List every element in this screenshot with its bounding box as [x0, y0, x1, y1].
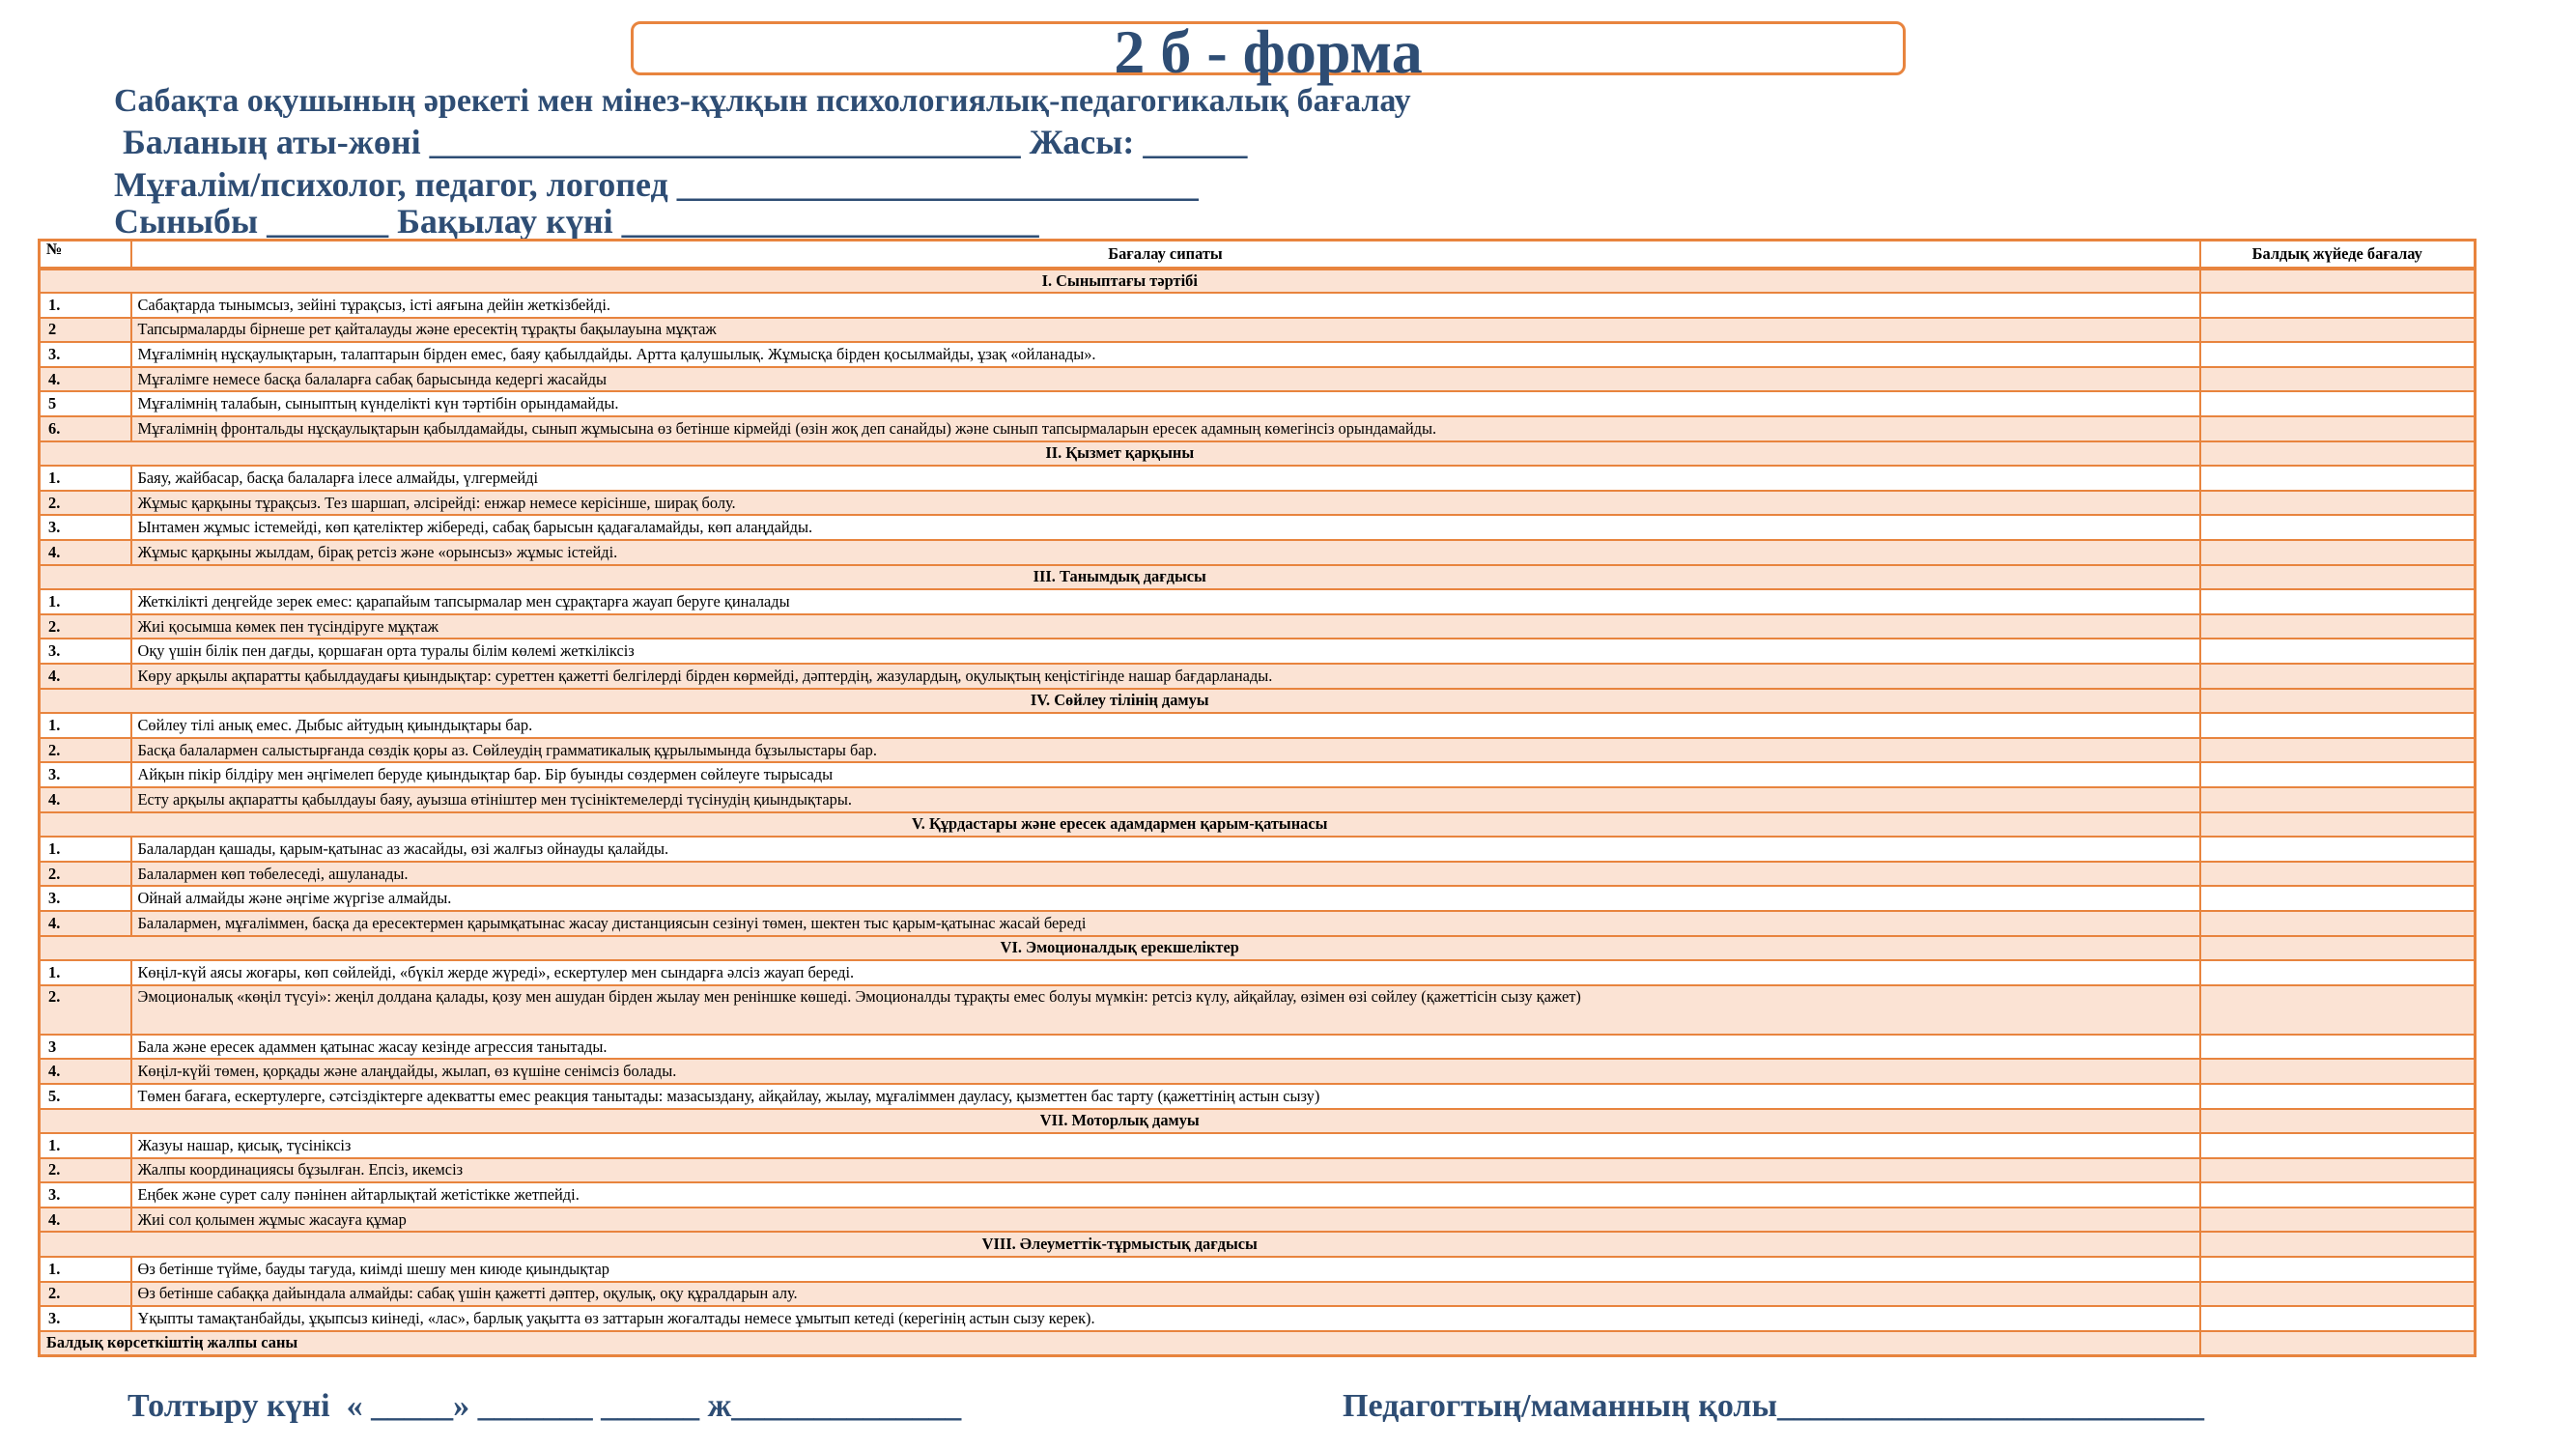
- column-header-score: Балдық жүйеде бағалау: [2200, 241, 2476, 269]
- score-cell[interactable]: [2200, 713, 2476, 738]
- item-number: 2.: [40, 491, 131, 516]
- item-number: 6.: [40, 416, 131, 441]
- item-number: 4.: [40, 540, 131, 565]
- item-description: Өз бетінше түйме, бауды тағуда, киімді шешу мен киюде қиындықтар: [131, 1257, 2200, 1282]
- item-description: Мұғалімге немесе басқа балаларға сабақ барысында кедергі жасайды: [131, 367, 2200, 392]
- item-number: 2: [40, 318, 131, 343]
- table-row: [40, 886, 2476, 911]
- item-number: 2.: [40, 985, 131, 1035]
- table-header-row: [40, 241, 2476, 269]
- item-description: Эмоционалық «көңіл түсуі»: жеңіл долдана қалады, қозу мен ашудан бірден жылау мен реніншке көшеді. Эмоционалды тұрақты емес болуы мүмкін: ретсіз күлу, айқайлау, өзімен өзі сөйлеу (қажеттісін сызу қажет): [131, 985, 2200, 1035]
- table-row: [40, 318, 2476, 343]
- score-cell[interactable]: [2200, 515, 2476, 540]
- item-number: 3.: [40, 515, 131, 540]
- table-row: [40, 416, 2476, 441]
- item-number: 1.: [40, 837, 131, 862]
- score-cell[interactable]: [2200, 862, 2476, 887]
- table-row: [40, 1182, 2476, 1208]
- item-number: 1.: [40, 1257, 131, 1282]
- item-number: 4.: [40, 1059, 131, 1084]
- score-cell[interactable]: [2200, 837, 2476, 862]
- section-header-row: [40, 689, 2476, 714]
- table-row: [40, 589, 2476, 614]
- section-title: III. Танымдық дағдысы: [40, 565, 2200, 590]
- teacher-line: Мұғалім/психолог, педагог, логопед ______________________________: [114, 165, 1199, 204]
- table-row: [40, 911, 2476, 936]
- item-number: 1.: [40, 1133, 131, 1158]
- item-description: Өз бетінше сабаққа дайындала алмайды: сабақ үшін қажетті дәптер, оқулық, оқу құралдарын алу.: [131, 1282, 2200, 1307]
- score-cell[interactable]: [2200, 1208, 2476, 1233]
- table-row: [40, 762, 2476, 787]
- form-title-box: [631, 17, 1906, 86]
- item-description: Оқу үшін білік пен дағды, қоршаған орта туралы білім көлемі жеткіліксіз: [131, 639, 2200, 664]
- section-header-row: [40, 936, 2476, 961]
- table-row: [40, 391, 2476, 416]
- item-description: Басқа балалармен салыстырғанда сөздік қоры аз. Сөйлеудің грамматикалық құрылымында бұзылыстары бар.: [131, 738, 2200, 763]
- item-number: 4.: [40, 367, 131, 392]
- score-cell[interactable]: [2200, 342, 2476, 367]
- table-row: [40, 1208, 2476, 1233]
- table-row: [40, 367, 2476, 392]
- table-row: [40, 1306, 2476, 1331]
- score-cell[interactable]: [2200, 762, 2476, 787]
- score-cell[interactable]: [2200, 540, 2476, 565]
- section-title: VIII. Әлеуметтік-тұрмыстық дағдысы: [40, 1232, 2200, 1257]
- section-title: I. Сыныптағы тәртібі: [40, 269, 2200, 294]
- table-row: [40, 342, 2476, 367]
- table-row: [40, 787, 2476, 812]
- score-cell[interactable]: [2200, 664, 2476, 689]
- section-title: VI. Эмоционалдық ерекшеліктер: [40, 936, 2200, 961]
- item-description: Есту арқылы ақпаратты қабылдауы баяу, ауызша өтініштер мен түсініктемелерді түсінудің қиындықтары.: [131, 787, 2200, 812]
- item-number: 1.: [40, 960, 131, 985]
- item-description: Ойнай алмайды және әңгіме жүргізе алмайды.: [131, 886, 2200, 911]
- item-number: 5.: [40, 1084, 131, 1109]
- table-row: [40, 1059, 2476, 1084]
- total-row: [40, 1331, 2476, 1356]
- score-cell[interactable]: [2200, 466, 2476, 491]
- item-number: 2.: [40, 614, 131, 639]
- table-row: [40, 1133, 2476, 1158]
- item-description: Балалардан қашады, қарым-қатынас аз жасайды, өзі жалғыз ойнауды қалайды.: [131, 837, 2200, 862]
- class-date-line: Сыныбы _______ Бақылау күні ________________________: [114, 202, 1039, 241]
- score-cell[interactable]: [2200, 318, 2476, 343]
- item-description: Сабақтарда тынымсыз, зейіні тұрақсыз, істі аяғына дейін жеткізбейді.: [131, 293, 2200, 318]
- section-header-row: [40, 1109, 2476, 1134]
- table-row: [40, 713, 2476, 738]
- item-number: 2.: [40, 862, 131, 887]
- item-number: 3.: [40, 762, 131, 787]
- assessment-table-body: [40, 241, 2476, 1356]
- item-number: 3.: [40, 639, 131, 664]
- item-description: Еңбек және сурет салу пәнінен айтарлықтай жетістікке жетпейді.: [131, 1182, 2200, 1208]
- score-cell[interactable]: [2200, 936, 2476, 961]
- item-number: 3: [40, 1035, 131, 1060]
- score-cell[interactable]: [2200, 985, 2476, 1035]
- item-description: Ұқыпты тамақтанбайды, ұқыпсыз киінеді, «лас», барлық уақытта өз заттарын жоғалтады немесе ұмытып кетеді (керегінің астын сызу керек).: [131, 1306, 2200, 1331]
- section-title: IV. Сөйлеу тілінің дамуы: [40, 689, 2200, 714]
- score-cell[interactable]: [2200, 269, 2476, 294]
- item-description: Жиі қосымша көмек пен түсіндіруге мұқтаж: [131, 614, 2200, 639]
- score-cell[interactable]: [2200, 367, 2476, 392]
- item-description: Мұғалімнің фронтальды нұсқаулықтарын қабылдамайды, сынып жұмысына өз бетінше кірмейді (өзін жоқ деп санайды) және сынып тапсырмаларын ересек адамның көмегінсіз орындамайды.: [131, 416, 2200, 441]
- item-description: Сөйлеу тілі анық емес. Дыбыс айтудың қиындықтары бар.: [131, 713, 2200, 738]
- item-description: Көңіл-күй аясы жоғары, көп сөйлейді, «бүкіл жерде жүреді», ескертулер мен сындарға әлсіз жауап береді.: [131, 960, 2200, 985]
- item-number: 1.: [40, 589, 131, 614]
- score-cell[interactable]: [2200, 911, 2476, 936]
- table-row: [40, 985, 2476, 1035]
- total-label: Балдық көрсеткіштің жалпы саны: [40, 1331, 2200, 1356]
- score-cell[interactable]: [2200, 886, 2476, 911]
- item-description: Балалармен, мұғаліммен, басқа да ересектермен қарымқатынас жасау дистанциясын сезінуі төмен, шектен тыс қарым-қатынас жасай береді: [131, 911, 2200, 936]
- item-number: 5: [40, 391, 131, 416]
- column-header-number: №: [40, 241, 131, 269]
- item-number: 2.: [40, 1282, 131, 1307]
- item-number: 3.: [40, 886, 131, 911]
- table-row: [40, 1257, 2476, 1282]
- score-cell[interactable]: [2200, 565, 2476, 590]
- score-cell[interactable]: [2200, 1232, 2476, 1257]
- score-cell[interactable]: [2200, 812, 2476, 838]
- item-description: Көру арқылы ақпаратты қабылдаудағы қиындықтар: суреттен қажетті белгілерді бірден көрмейді, дәптердің, жазулардың, оқулықтың кеңістігінде нашар бағдарланады.: [131, 664, 2200, 689]
- item-number: 3.: [40, 342, 131, 367]
- table-row: [40, 614, 2476, 639]
- item-description: Төмен бағаға, ескертулерге, сәтсіздіктерге адекватты емес реакция танытады: мазасыздану, айқайлау, жылау, мұғаліммен дауласу, қызметтен бас тарту (қажеттінің астын сызу): [131, 1084, 2200, 1109]
- table-row: [40, 293, 2476, 318]
- item-description: Жұмыс қарқыны жылдам, бірақ ретсіз және «орынсыз» жұмыс істейді.: [131, 540, 2200, 565]
- section-header-row: [40, 565, 2476, 590]
- section-header-row: [40, 269, 2476, 294]
- item-description: Жұмыс қарқыны тұрақсыз. Тез шаршап, әлсірейді: енжар немесе керісінше, ширақ болу.: [131, 491, 2200, 516]
- item-description: Мұғалімнің талабын, сыныптың күнделікті күн тәртібін орындамайды.: [131, 391, 2200, 416]
- score-cell[interactable]: [2200, 689, 2476, 714]
- score-cell[interactable]: [2200, 1282, 2476, 1307]
- score-cell[interactable]: [2200, 589, 2476, 614]
- score-cell[interactable]: [2200, 293, 2476, 318]
- item-number: 4.: [40, 787, 131, 812]
- score-cell[interactable]: [2200, 787, 2476, 812]
- item-description: Жазуы нашар, қисық, түсініксіз: [131, 1133, 2200, 1158]
- child-name-age-line: Баланың аты-жөні __________________________________ Жасы: ______: [114, 123, 1248, 161]
- score-cell[interactable]: [2200, 1109, 2476, 1134]
- table-row: [40, 540, 2476, 565]
- item-description: Көңіл-күйі төмен, қорқады және алаңдайды, жылап, өз күшіне сенімсіз болады.: [131, 1059, 2200, 1084]
- item-number: 1.: [40, 293, 131, 318]
- score-cell[interactable]: [2200, 1182, 2476, 1208]
- score-cell[interactable]: [2200, 1035, 2476, 1060]
- item-description: Баяу, жайбасар, басқа балаларға ілесе алмайды, үлгермейді: [131, 466, 2200, 491]
- total-score-cell[interactable]: [2200, 1331, 2476, 1356]
- table-row: [40, 862, 2476, 887]
- score-cell[interactable]: [2200, 960, 2476, 985]
- item-number: 3.: [40, 1306, 131, 1331]
- table-row: [40, 1282, 2476, 1307]
- section-title: V. Құрдастары және ересек адамдармен қарым-қатынасы: [40, 812, 2200, 838]
- score-cell[interactable]: [2200, 491, 2476, 516]
- section-title: II. Қызмет қарқыны: [40, 441, 2200, 467]
- table-row: [40, 960, 2476, 985]
- table-row: [40, 639, 2476, 664]
- item-description: Айқын пікір білдіру мен әңгімелеп беруде қиындықтар бар. Бір буынды сөздермен сөйлеуге тырысады: [131, 762, 2200, 787]
- section-header-row: [40, 441, 2476, 467]
- score-cell[interactable]: [2200, 416, 2476, 441]
- column-header-description: Бағалау сипаты: [131, 241, 2200, 269]
- score-cell[interactable]: [2200, 391, 2476, 416]
- form-title: 2 б - форма: [1114, 17, 1423, 86]
- score-cell[interactable]: [2200, 1133, 2476, 1158]
- assessment-table: [38, 239, 2477, 1357]
- score-cell[interactable]: [2200, 1084, 2476, 1109]
- item-description: Жиі сол қолымен жұмыс жасауға құмар: [131, 1208, 2200, 1233]
- score-cell[interactable]: [2200, 441, 2476, 467]
- score-cell[interactable]: [2200, 1306, 2476, 1331]
- item-description: Жалпы координациясы бұзылған. Епсіз, икемсіз: [131, 1158, 2200, 1183]
- item-number: 4.: [40, 1208, 131, 1233]
- item-number: 2.: [40, 738, 131, 763]
- table-row: [40, 664, 2476, 689]
- signature-line: Педагогтың/маманның қолы__________________________: [1343, 1388, 2205, 1424]
- score-cell[interactable]: [2200, 1158, 2476, 1183]
- item-number: 1.: [40, 466, 131, 491]
- item-number: 4.: [40, 664, 131, 689]
- item-description: Мұғалімнің нұсқаулықтарын, талаптарын бірден емес, баяу қабылдайды. Артта қалушылық. Жұмысқа бірден қосылмайды, ұзақ «ойланады».: [131, 342, 2200, 367]
- fill-date-line: Толтыру күні « _____» _______ ______ ж______________: [127, 1388, 962, 1424]
- table-row: [40, 515, 2476, 540]
- item-number: 4.: [40, 911, 131, 936]
- score-cell[interactable]: [2200, 1059, 2476, 1084]
- table-row: [40, 837, 2476, 862]
- form-subtitle: Сабақта оқушының әрекеті мен мінез-құлқын психологиялық-педагогикалық бағалау: [114, 83, 1411, 119]
- table-row: [40, 466, 2476, 491]
- table-row: [40, 491, 2476, 516]
- table-row: [40, 1084, 2476, 1109]
- table-row: [40, 1035, 2476, 1060]
- section-header-row: [40, 812, 2476, 838]
- item-description: Жеткілікті деңгейде зерек емес: қарапайым тапсырмалар мен сұрақтарға жауап беруге қиналады: [131, 589, 2200, 614]
- score-cell[interactable]: [2200, 738, 2476, 763]
- item-number: 1.: [40, 713, 131, 738]
- section-header-row: [40, 1232, 2476, 1257]
- item-description: Балалармен көп төбелеседі, ашуланады.: [131, 862, 2200, 887]
- section-title: VII. Моторлық дамуы: [40, 1109, 2200, 1134]
- item-description: Бала және ересек адаммен қатынас жасау кезінде агрессия танытады.: [131, 1035, 2200, 1060]
- score-cell[interactable]: [2200, 614, 2476, 639]
- item-number: 3.: [40, 1182, 131, 1208]
- score-cell[interactable]: [2200, 1257, 2476, 1282]
- table-row: [40, 738, 2476, 763]
- item-number: 2.: [40, 1158, 131, 1183]
- item-description: Тапсырмаларды бірнеше рет қайталауды және ересектің тұрақты бақылауына мұқтаж: [131, 318, 2200, 343]
- item-description: Ынтамен жұмыс істемейді, көп қателіктер жібереді, сабақ барысын қадағаламайды, көп алаңдайды.: [131, 515, 2200, 540]
- score-cell[interactable]: [2200, 639, 2476, 664]
- table-row: [40, 1158, 2476, 1183]
